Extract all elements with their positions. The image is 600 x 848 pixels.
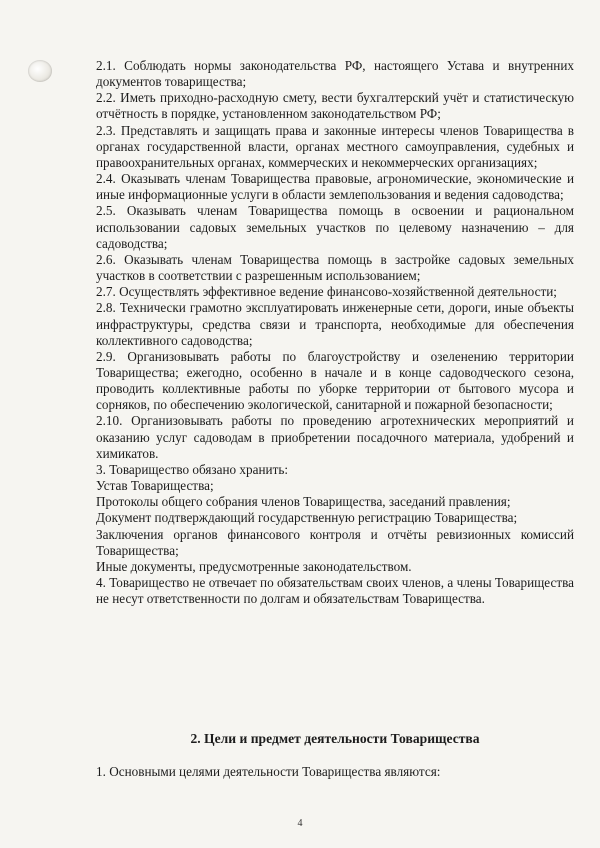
clause-2-7: 2.7. Осуществлять эффективное ведение финансово-хозяйственной деятельности;	[96, 284, 557, 300]
section-heading: 2. Цели и предмет деятельности Товарищества	[190, 731, 480, 746]
section-intro-line: 1. Основными целями деятельности Товарищества являются:	[96, 764, 441, 779]
clause-2-8: 2.8. Технически грамотно эксплуатировать инженерные сети, дороги, иные объекты инфраструктуры, средства связи и транспорта, необходимые для обеспечения коллективного садоводства;	[96, 300, 574, 348]
clause-2-4: 2.4. Оказывать членам Товарищества правовые, агрономические, экономические и иные информационные услуги в области землепользования и ведения садоводства;	[96, 171, 574, 203]
document-body	[96, 58, 574, 607]
clause-3: 3. Товарищество обязано хранить:	[96, 461, 289, 477]
clause-2-2: 2.2. Иметь приходно-расходную смету, вести бухгалтерский учёт и статистическую отчётность в порядке, установленном законодательством РФ;	[96, 90, 574, 122]
clause-2-10: 2.10. Организовывать работы по проведению агротехнических мероприятий и оказанию услуг садоводам в приобретении посадочного материала, удобрений и химикатов.	[96, 413, 574, 461]
stored-doc-protocols: Протоколы общего собрания членов Товарищества, заседаний правления;	[96, 494, 511, 510]
stored-doc-registration: Документ подтверждающий государственную регистрацию Товарищества;	[96, 510, 518, 526]
clause-2-3: 2.3. Представлять и защищать права и законные интересы членов Товарищества в органах государственной власти, органах местного самоуправления, судебных и правоохранительных органах, коммерческих и некоммерческих организациях;	[96, 122, 574, 170]
stored-doc-charter: Устав Товарищества;	[96, 478, 214, 494]
hole-punch-mark	[28, 60, 52, 82]
clause-2-1: 2.1. Соблюдать нормы законодательства РФ, настоящего Устава и внутренних документов товарищества;	[96, 58, 574, 90]
clause-2-9: 2.9. Организовывать работы по благоустройству и озеленению территории Товарищества; ежегодно, особенно в начале и в конце садоводческого сезона, проводить коллективные работы по уборке территории от бытового мусора и сорняков, по обеспечению экологической, санитарной и пожарной безопасности;	[96, 348, 574, 413]
clause-2-5: 2.5. Оказывать членам Товарищества помощь в освоении и рациональном использовании садовых земельных участков по целевому назначению – для садоводства;	[96, 203, 574, 251]
stored-doc-other: Иные документы, предусмотренные законодательством.	[96, 558, 412, 574]
clause-4: 4. Товарищество не отвечает по обязательствам своих членов, а члены Товарищества не несут ответственности по долгам и обязательствам Товарищества.	[96, 575, 574, 607]
page-number: 4	[297, 818, 303, 829]
stored-doc-audit-reports: Заключения органов финансового контроля и отчёты ревизионных комиссий Товарищества;	[96, 526, 574, 558]
clause-2-6: 2.6. Оказывать членам Товарищества помощь в застройке садовых земельных участков в соответствии с разрешенным использованием;	[96, 251, 574, 284]
